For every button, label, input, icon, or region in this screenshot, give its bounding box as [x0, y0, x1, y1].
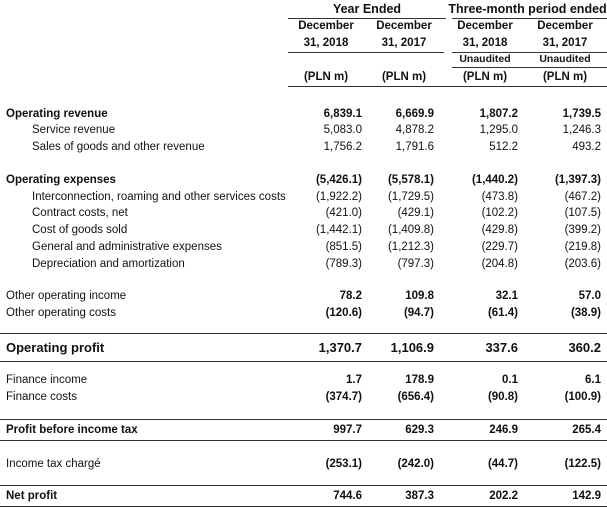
- row-value: 337.6: [485, 340, 518, 355]
- row-label: Income tax chargé: [6, 458, 101, 470]
- row-value: (242.0): [397, 458, 434, 470]
- col-header-line1: December: [457, 20, 513, 32]
- row-value: 1,370.7: [318, 340, 362, 355]
- rule-line: [288, 18, 446, 19]
- row-label: Depreciation and amortization: [32, 258, 185, 270]
- col-header-line2: 31, 2018: [303, 37, 349, 49]
- row-value: 246.9: [489, 424, 518, 436]
- row-value: 4,878.2: [395, 124, 434, 136]
- row-value: 6,839.1: [323, 108, 362, 120]
- row-value: (1,922.2): [315, 191, 362, 203]
- row-value: (1,409.8): [387, 224, 434, 236]
- row-value: (789.3): [325, 258, 362, 270]
- row-value: 744.6: [333, 490, 362, 502]
- row-value: (107.5): [564, 207, 601, 219]
- row-label: Interconnection, roaming and other services costs: [32, 191, 286, 203]
- row-label: Net profit: [6, 490, 58, 502]
- col-header-line1: December: [298, 20, 354, 32]
- row-value: (219.8): [564, 241, 601, 253]
- row-value: 1,756.2: [323, 141, 362, 153]
- three-month-header: Three-month period ended: [448, 2, 607, 16]
- row-value: (61.4): [487, 307, 518, 319]
- unaudited-label: Unaudited: [459, 53, 511, 65]
- row-value: 6.1: [585, 374, 601, 386]
- row-label: Operating expenses: [6, 174, 116, 186]
- row-label: Other operating costs: [6, 307, 116, 319]
- col-header-line1: December: [537, 20, 593, 32]
- row-value: 1,106.9: [390, 340, 434, 355]
- row-value: (5,578.1): [387, 174, 434, 186]
- row-value: (203.6): [564, 258, 601, 270]
- row-value: 1,791.6: [395, 141, 434, 153]
- col-header-line2: 31, 2017: [542, 37, 588, 49]
- row-value: 0.1: [502, 374, 518, 386]
- row-value: (90.8): [487, 391, 518, 403]
- row-value: 997.7: [333, 424, 362, 436]
- unit-label: (PLN m): [381, 71, 427, 83]
- row-value: 512.2: [489, 141, 518, 153]
- row-value: (100.9): [564, 391, 601, 403]
- row-value: (797.3): [397, 258, 434, 270]
- row-value: (5,426.1): [315, 174, 362, 186]
- row-label: Finance income: [6, 374, 88, 386]
- row-value: (38.9): [570, 307, 601, 319]
- row-value: (229.7): [481, 241, 518, 253]
- row-value: 360.2: [568, 340, 601, 355]
- row-value: (467.2): [564, 191, 601, 203]
- row-value: (253.1): [325, 458, 362, 470]
- rule-line: [452, 52, 607, 53]
- section-rule: [0, 440, 607, 441]
- row-value: 178.9: [405, 374, 434, 386]
- section-rule: [0, 361, 607, 362]
- row-value: 78.2: [339, 290, 362, 302]
- rule-line: [288, 52, 444, 53]
- row-value: 1,246.3: [562, 124, 601, 136]
- row-value: 265.4: [572, 424, 601, 436]
- row-label: Contract costs, net: [32, 207, 128, 219]
- row-value: 1.7: [346, 374, 362, 386]
- row-value: (1,729.5): [387, 191, 434, 203]
- section-rule: [0, 333, 607, 334]
- row-value: 1,739.5: [562, 108, 601, 120]
- col-header-line2: 31, 2017: [381, 37, 427, 49]
- row-value: (204.8): [481, 258, 518, 270]
- rule-line: [452, 67, 607, 68]
- row-label: Operating profit: [6, 340, 105, 355]
- row-value: (120.6): [325, 307, 362, 319]
- row-value: (1,440.2): [471, 174, 518, 186]
- row-value: 202.2: [489, 490, 518, 502]
- row-value: 57.0: [578, 290, 601, 302]
- row-value: (429.8): [481, 224, 518, 236]
- section-rule: [0, 506, 607, 507]
- row-value: (851.5): [325, 241, 362, 253]
- row-value: (374.7): [325, 391, 362, 403]
- row-value: (102.2): [481, 207, 518, 219]
- row-value: 1,807.2: [479, 108, 518, 120]
- section-rule: [0, 485, 607, 486]
- unit-label: (PLN m): [303, 71, 349, 83]
- unit-label: (PLN m): [462, 71, 508, 83]
- row-value: (122.5): [564, 458, 601, 470]
- row-value: (656.4): [397, 391, 434, 403]
- row-value: 142.9: [572, 490, 601, 502]
- row-label: Profit before income tax: [6, 424, 138, 436]
- row-value: 5,083.0: [323, 124, 362, 136]
- rule-line: [452, 18, 607, 19]
- row-value: (399.2): [564, 224, 601, 236]
- row-value: 493.2: [572, 141, 601, 153]
- row-value: 6,669.9: [395, 108, 434, 120]
- row-label: Finance costs: [6, 391, 77, 403]
- row-label: General and administrative expenses: [32, 241, 222, 253]
- row-value: (1,442.1): [315, 224, 362, 236]
- row-value: 109.8: [405, 290, 434, 302]
- unaudited-label: Unaudited: [539, 53, 591, 65]
- row-value: 1,295.0: [479, 124, 518, 136]
- row-value: (1,212.3): [387, 241, 434, 253]
- col-header-line1: December: [376, 20, 432, 32]
- row-value: 629.3: [405, 424, 434, 436]
- col-header-line2: 31, 2018: [462, 37, 508, 49]
- row-value: 387.3: [405, 490, 434, 502]
- row-value: (421.0): [325, 207, 362, 219]
- row-label: Sales of goods and other revenue: [32, 141, 205, 153]
- row-value: (44.7): [487, 458, 518, 470]
- row-label: Other operating income: [6, 290, 127, 302]
- row-label: Service revenue: [32, 124, 116, 136]
- row-value: (473.8): [481, 191, 518, 203]
- row-value: 32.1: [495, 290, 518, 302]
- rule-line: [288, 86, 607, 87]
- row-label: Cost of goods sold: [32, 224, 128, 236]
- section-rule: [0, 419, 607, 420]
- row-value: (429.1): [397, 207, 434, 219]
- row-value: (94.7): [403, 307, 434, 319]
- row-value: (1,397.3): [554, 174, 601, 186]
- unit-label: (PLN m): [542, 71, 588, 83]
- row-label: Operating revenue: [6, 108, 108, 120]
- year-ended-header: Year Ended: [332, 2, 402, 16]
